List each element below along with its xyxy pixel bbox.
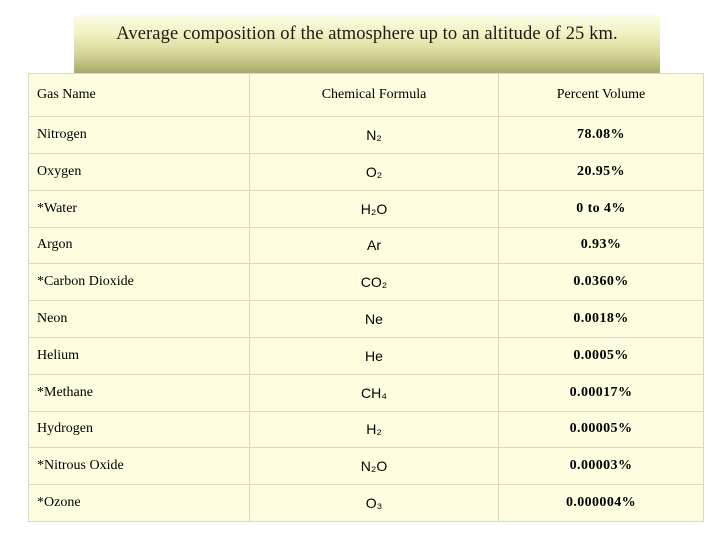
- percent-cell: 0.93%: [499, 228, 703, 264]
- table-row: [29, 117, 703, 153]
- formula-cell: O₃: [250, 485, 498, 521]
- table-row: [29, 228, 703, 264]
- header-gas-name: Gas Name: [29, 74, 249, 116]
- gas-name-cell: *Ozone: [29, 485, 249, 521]
- table-row: [29, 338, 703, 374]
- formula-cell: N₂: [250, 117, 498, 153]
- percent-cell: 0.00005%: [499, 412, 703, 448]
- gas-composition-table-container: [28, 73, 704, 522]
- formula-cell: N₂O: [250, 448, 498, 484]
- gas-name-cell: *Water: [29, 191, 249, 227]
- formula-cell: Ar: [250, 228, 498, 264]
- header-percent-volume: Percent Volume: [499, 74, 703, 116]
- formula-cell: O₂: [250, 154, 498, 190]
- header-chemical-formula: Chemical Formula: [250, 74, 498, 116]
- gas-name-cell: Hydrogen: [29, 412, 249, 448]
- percent-cell: 0.000004%: [499, 485, 703, 521]
- percent-cell: 20.95%: [499, 154, 703, 190]
- gas-name-cell: Nitrogen: [29, 117, 249, 153]
- percent-cell: 78.08%: [499, 117, 703, 153]
- formula-cell: CO₂: [250, 264, 498, 300]
- gas-name-cell: *Carbon Dioxide: [29, 264, 249, 300]
- percent-cell: 0.0360%: [499, 264, 703, 300]
- gas-name-cell: Oxygen: [29, 154, 249, 190]
- table-row: [29, 301, 703, 337]
- formula-cell: H₂O: [250, 191, 498, 227]
- title-banner: [74, 15, 660, 73]
- table-header-row: [29, 74, 703, 116]
- gas-name-cell: Argon: [29, 228, 249, 264]
- gas-name-cell: Helium: [29, 338, 249, 374]
- gas-composition-table: [28, 73, 704, 522]
- table-row: [29, 375, 703, 411]
- table-row: [29, 264, 703, 300]
- formula-cell: CH₄: [250, 375, 498, 411]
- gas-name-cell: Neon: [29, 301, 249, 337]
- percent-cell: 0.0018%: [499, 301, 703, 337]
- page-title: Average composition of the atmosphere up to an altitude of 25 km.: [116, 24, 618, 44]
- table-row: [29, 485, 703, 521]
- formula-cell: H₂: [250, 412, 498, 448]
- percent-cell: 0.00017%: [499, 375, 703, 411]
- percent-cell: 0.0005%: [499, 338, 703, 374]
- table-row: [29, 448, 703, 484]
- gas-name-cell: *Methane: [29, 375, 249, 411]
- table-row: [29, 154, 703, 190]
- formula-cell: Ne: [250, 301, 498, 337]
- percent-cell: 0 to 4%: [499, 191, 703, 227]
- formula-cell: He: [250, 338, 498, 374]
- table-row: [29, 191, 703, 227]
- gas-name-cell: *Nitrous Oxide: [29, 448, 249, 484]
- percent-cell: 0.00003%: [499, 448, 703, 484]
- table-row: [29, 412, 703, 448]
